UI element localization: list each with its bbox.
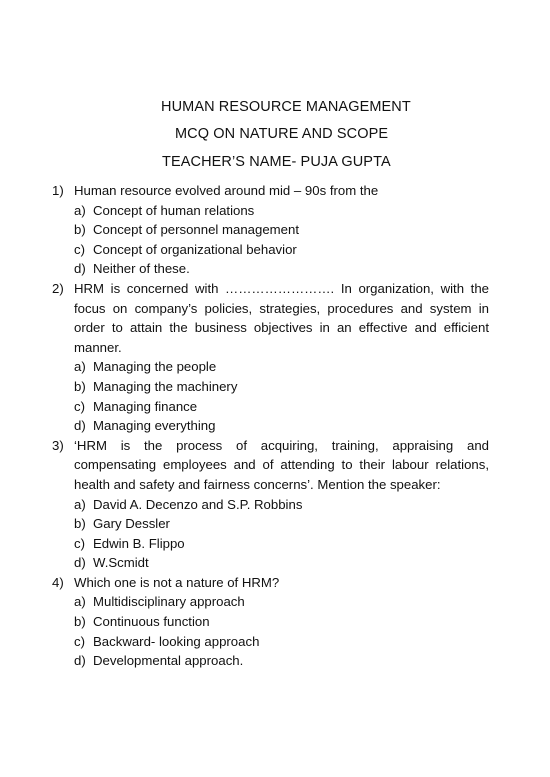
option-item [74, 495, 489, 515]
option-item [74, 240, 489, 260]
option-item [74, 592, 489, 612]
option-letter: a) [74, 202, 86, 218]
option-letter: c) [74, 398, 85, 414]
option-list [74, 495, 489, 573]
option-item [74, 357, 489, 377]
document-title: HUMAN RESOURCE MANAGEMENT [161, 99, 411, 115]
option-letter: c) [74, 241, 85, 257]
option-list [74, 592, 489, 670]
document-subtitle: MCQ ON NATURE AND SCOPE [175, 126, 389, 142]
question-4 [52, 573, 489, 671]
option-item [74, 397, 489, 417]
option-item [74, 612, 489, 632]
option-letter: c) [74, 535, 85, 551]
option-item [74, 201, 489, 221]
question-text: Human resource evolved around mid – 90s from the [74, 183, 379, 198]
option-letter: a) [74, 594, 86, 610]
option-letter: b) [74, 222, 86, 238]
option-item [74, 377, 489, 397]
option-letter: d) [74, 555, 86, 571]
option-text: Gary Dessler [93, 516, 170, 532]
option-text: Managing finance [93, 398, 198, 414]
option-letter: a) [74, 496, 86, 512]
option-text: David A. Decenzo and S.P. Robbins [93, 496, 303, 512]
option-letter: b) [74, 378, 86, 394]
option-item [74, 416, 489, 436]
option-text: Managing everything [93, 418, 216, 434]
option-item [74, 220, 489, 240]
question-number: 3) [52, 437, 64, 453]
option-item [74, 259, 489, 279]
option-text: Concept of human relations [93, 202, 255, 218]
question-text: ‘HRM is the process of acquiring, training, appraising and compensating employees and of attending to their labour relations, health and safety and fairness concerns’. Mention the speaker: [74, 437, 489, 492]
option-text: Developmental approach. [93, 653, 244, 669]
question-list [52, 181, 489, 671]
question-text: HRM is concerned with ……………………. In organization, with the focus on company’s policies, strategies, procedures and system in order to attain the business objectives in an effective and efficient manner. [74, 280, 489, 355]
question-number: 4) [52, 574, 64, 590]
option-text: Concept of organizational behavior [93, 241, 297, 257]
question-1 [52, 181, 489, 279]
option-text: Multidisciplinary approach [93, 594, 245, 610]
question-2 [52, 279, 489, 436]
option-text: Managing the people [93, 359, 217, 375]
option-letter: b) [74, 516, 86, 532]
teacher-name: TEACHER’S NAME- PUJA GUPTA [162, 154, 391, 170]
option-letter: d) [74, 653, 86, 669]
question-number: 2) [52, 280, 64, 296]
option-item [74, 632, 489, 652]
question-3 [52, 436, 489, 573]
option-letter: d) [74, 418, 86, 434]
option-text: Neither of these. [93, 261, 190, 277]
option-text: Backward- looking approach [93, 633, 260, 649]
option-item [74, 553, 489, 573]
option-letter: d) [74, 261, 86, 277]
option-letter: c) [74, 633, 85, 649]
option-text: Continuous function [93, 614, 210, 630]
option-letter: a) [74, 359, 86, 375]
option-list [74, 201, 489, 279]
option-item [74, 534, 489, 554]
option-letter: b) [74, 614, 86, 630]
option-item [74, 514, 489, 534]
option-text: Managing the machinery [93, 378, 238, 394]
option-text: W.Scmidt [93, 555, 149, 571]
question-text: Which one is not a nature of HRM? [74, 574, 280, 590]
option-text: Edwin B. Flippo [93, 535, 185, 551]
question-number: 1) [52, 183, 64, 198]
option-item [74, 651, 489, 671]
option-list [74, 357, 489, 435]
option-text: Concept of personnel management [93, 222, 300, 238]
